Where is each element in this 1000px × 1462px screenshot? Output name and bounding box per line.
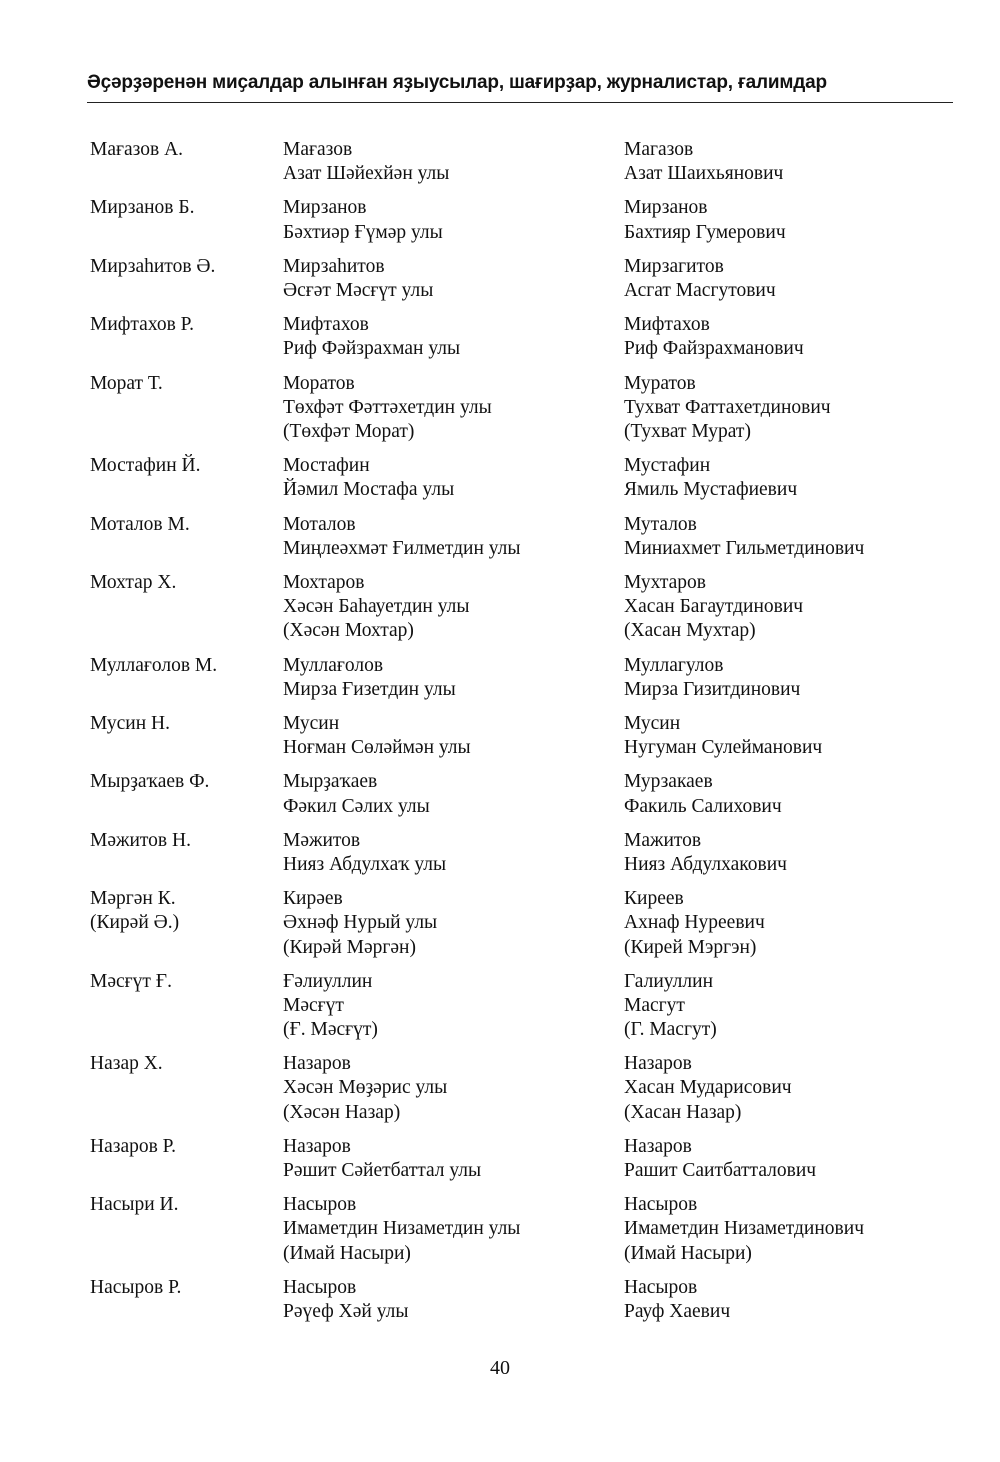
name-entry xyxy=(0,1276,1000,1324)
short-name: Мағазов А. xyxy=(90,139,184,160)
short-name: Мостафин Й. xyxy=(90,455,201,477)
bashkir-full-name: (Хәсән Назар) xyxy=(283,1101,401,1123)
short-name-column xyxy=(90,654,217,678)
bashkir-full-name-column xyxy=(283,1193,520,1266)
short-name-column xyxy=(90,1193,179,1217)
russian-full-name-column xyxy=(624,454,797,502)
name-entry xyxy=(0,1193,1000,1266)
russian-full-name-column xyxy=(624,138,783,186)
short-name: Насыров Р. xyxy=(90,1276,182,1298)
bashkir-full-name: Мырҙаҡаев xyxy=(283,771,378,793)
bashkir-full-name-column xyxy=(283,138,449,186)
bashkir-full-name-column xyxy=(283,654,456,702)
page-number: 40 xyxy=(490,1357,510,1379)
russian-full-name: Мусин xyxy=(624,712,681,734)
russian-full-name: Азат Шаихьянович xyxy=(624,163,784,185)
short-name: Мусин Н. xyxy=(90,712,170,734)
russian-full-name-column xyxy=(624,829,787,877)
bashkir-full-name: Мифтахов xyxy=(283,314,369,336)
name-entry xyxy=(0,196,1000,244)
bashkir-full-name-column xyxy=(283,1276,408,1324)
running-header: Әҫәрҙәренән миҫалдар алынған яҙыусылар, шағирҙар, журналистар, ғалимдар xyxy=(87,72,827,93)
bashkir-full-name-column xyxy=(283,513,521,561)
bashkir-full-name: Бәхтиәр Ғүмәр улы xyxy=(283,221,443,243)
header-rule xyxy=(87,102,953,103)
bashkir-full-name: Назаров xyxy=(283,1135,351,1157)
name-entry xyxy=(0,255,1000,303)
russian-full-name: Хасан Багаутдинович xyxy=(624,596,804,618)
russian-full-name: Ахнаф Нуреевич xyxy=(624,912,765,934)
short-name: Мирзаһитов Ә. xyxy=(90,255,216,277)
name-entry xyxy=(0,571,1000,644)
russian-full-name-column xyxy=(624,571,803,644)
russian-full-name: Насыров xyxy=(624,1194,698,1216)
russian-full-name: Муратов xyxy=(624,372,696,394)
russian-full-name: (Хасан Мухтар) xyxy=(624,620,756,642)
name-entry xyxy=(0,454,1000,502)
russian-full-name-column xyxy=(624,1193,864,1266)
name-entry xyxy=(0,770,1000,818)
russian-full-name-column xyxy=(624,712,822,760)
bashkir-full-name-column xyxy=(283,970,378,1043)
short-name: Мифтахов Р. xyxy=(90,314,194,336)
name-entry xyxy=(0,1135,1000,1183)
russian-full-name: (Хасан Назар) xyxy=(624,1101,742,1123)
bashkir-full-name: Моталов xyxy=(283,513,356,535)
short-name-column xyxy=(90,770,209,794)
bashkir-full-name-column xyxy=(283,770,430,818)
russian-full-name: Бахтияр Гумерович xyxy=(624,221,786,243)
bashkir-full-name: Ноғман Сөләймән улы xyxy=(283,737,471,759)
bashkir-full-name: (Хәсән Мохтар) xyxy=(283,620,414,642)
bashkir-full-name: Мирзаһитов xyxy=(283,255,385,277)
name-entry xyxy=(0,513,1000,561)
bashkir-full-name: Фәкил Сәлих улы xyxy=(283,795,430,817)
russian-full-name: Мифтахов xyxy=(624,314,710,336)
name-entry xyxy=(0,1052,1000,1125)
bashkir-full-name: Азат Шәйехйән улы xyxy=(283,163,450,185)
bashkir-full-name: Мусин xyxy=(283,712,340,734)
name-entry xyxy=(0,712,1000,760)
russian-full-name: Муллагулов xyxy=(624,654,724,676)
russian-full-name-column xyxy=(624,313,804,361)
bashkir-full-name-column xyxy=(283,255,433,303)
short-name: Назаров Р. xyxy=(90,1135,176,1157)
short-name: Мәсғүт Ғ. xyxy=(90,970,172,992)
bashkir-full-name: Нияз Абдулхаҡ улы xyxy=(283,853,447,875)
russian-full-name: Мирза Гизитдинович xyxy=(624,678,801,700)
short-name-column xyxy=(90,454,201,478)
bashkir-full-name: Имаметдин Низаметдин улы xyxy=(283,1218,521,1240)
russian-full-name-column xyxy=(624,1135,816,1183)
russian-full-name-column xyxy=(624,372,831,445)
russian-full-name-column xyxy=(624,770,782,818)
bashkir-full-name-column xyxy=(283,887,437,960)
bashkir-full-name: Мағазов xyxy=(283,139,353,160)
russian-full-name: Мухтаров xyxy=(624,571,706,593)
russian-full-name: Назаров xyxy=(624,1053,692,1075)
russian-full-name-column xyxy=(624,1276,730,1324)
bashkir-full-name: Кирәев xyxy=(283,888,343,910)
bashkir-full-name-column xyxy=(283,313,460,361)
short-name: Мохтар Х. xyxy=(90,571,177,593)
russian-full-name: Мажитов xyxy=(624,829,702,851)
russian-full-name: Хасан Мударисович xyxy=(624,1077,792,1099)
russian-full-name: Мирзанов xyxy=(624,197,708,219)
bashkir-full-name: Насыров xyxy=(283,1194,357,1216)
bashkir-full-name-column xyxy=(283,1052,447,1125)
bashkir-full-name: Йәмил Мостафа улы xyxy=(283,479,455,501)
russian-full-name: (Тухват Мурат) xyxy=(624,420,751,442)
short-name-column xyxy=(90,829,191,853)
bashkir-full-name: Ғәлиуллин xyxy=(283,970,373,992)
bashkir-full-name-column xyxy=(283,372,492,445)
short-name-column xyxy=(90,571,176,595)
bashkir-full-name: (Ғ. Мәсғүт) xyxy=(283,1019,378,1041)
short-name-column xyxy=(90,372,163,396)
short-name-column xyxy=(90,712,170,736)
russian-full-name: Назаров xyxy=(624,1135,692,1157)
name-entry xyxy=(0,829,1000,877)
name-entry xyxy=(0,372,1000,445)
short-name-column xyxy=(90,1276,181,1300)
bashkir-full-name: Мостафин xyxy=(283,455,370,477)
russian-full-name: Насыров xyxy=(624,1276,698,1298)
bashkir-full-name: Мирзанов xyxy=(283,197,367,219)
bashkir-full-name: Муллағолов xyxy=(283,654,384,676)
short-name-column xyxy=(90,196,194,220)
short-name-column xyxy=(90,970,172,994)
bashkir-full-name-column xyxy=(283,1135,481,1183)
short-name: Морат Т. xyxy=(90,372,163,394)
russian-full-name-column xyxy=(624,654,800,702)
bashkir-full-name-column xyxy=(283,829,446,877)
short-name: Мәжитов Н. xyxy=(90,829,191,851)
short-name: Муллағолов М. xyxy=(90,654,218,676)
short-name-column xyxy=(90,887,179,935)
bashkir-full-name: Моратов xyxy=(283,372,355,394)
short-name-column xyxy=(90,1135,176,1159)
bashkir-full-name: Насыров xyxy=(283,1276,357,1298)
russian-full-name: Нияз Абдулхакович xyxy=(624,853,787,875)
bashkir-full-name: Мәжитов xyxy=(283,829,361,851)
russian-full-name: Муталов xyxy=(624,513,697,535)
russian-full-name: (Кирей Мэргэн) xyxy=(624,936,757,958)
bashkir-full-name: Төхфәт Фәттәхетдин улы xyxy=(283,396,492,418)
short-name-column xyxy=(90,138,183,162)
russian-full-name-column xyxy=(624,1052,792,1125)
bashkir-full-name: Мәсғүт xyxy=(283,994,344,1016)
bashkir-full-name: Риф Фәйзрахман улы xyxy=(283,338,461,360)
russian-full-name: Нугуман Сулейманович xyxy=(624,737,823,759)
short-name: Мирзанов Б. xyxy=(90,197,195,219)
russian-full-name: (Г. Масгут) xyxy=(624,1019,717,1041)
russian-full-name: Асгат Масгутович xyxy=(624,279,776,301)
russian-full-name: Мурзакаев xyxy=(624,771,713,793)
name-entry xyxy=(0,313,1000,361)
russian-full-name: Факиль Салихович xyxy=(624,795,782,817)
bashkir-full-name: (Кирәй Мәргән) xyxy=(283,936,416,958)
russian-full-name: Мустафин xyxy=(624,455,711,477)
short-name: Мырҙаҡаев Ф. xyxy=(90,771,210,793)
russian-full-name-column xyxy=(624,970,717,1043)
bashkir-full-name: Рәүеф Хәй улы xyxy=(283,1301,409,1323)
name-entry xyxy=(0,654,1000,702)
russian-full-name: Тухват Фаттахетдинович xyxy=(624,396,831,418)
russian-full-name: Риф Файзрахманович xyxy=(624,338,804,360)
short-name-column xyxy=(90,255,215,279)
short-name-column xyxy=(90,513,190,537)
short-name-column xyxy=(90,313,194,337)
russian-full-name: Киреев xyxy=(624,888,684,910)
russian-full-name-column xyxy=(624,196,786,244)
bashkir-full-name: (Имай Насыри) xyxy=(283,1242,411,1264)
russian-full-name-column xyxy=(624,255,776,303)
bashkir-full-name: Рәшит Сәйетбаттал улы xyxy=(283,1160,482,1182)
short-name: Назар Х. xyxy=(90,1053,163,1075)
bashkir-full-name: Хәсән Баһауетдин улы xyxy=(283,596,470,618)
bashkir-full-name-column xyxy=(283,454,454,502)
russian-full-name-column xyxy=(624,887,765,960)
russian-full-name: Ямиль Мустафиевич xyxy=(624,479,798,501)
bashkir-full-name: Назаров xyxy=(283,1053,351,1075)
russian-full-name: Имаметдин Низаметдинович xyxy=(624,1218,864,1240)
bashkir-full-name-column xyxy=(283,712,471,760)
russian-full-name: (Имай Насыри) xyxy=(624,1242,752,1264)
russian-full-name: Галиуллин xyxy=(624,970,714,992)
name-entry xyxy=(0,138,1000,186)
bashkir-full-name: Әхнәф Нурый улы xyxy=(283,912,438,934)
russian-full-name: Рауф Хаевич xyxy=(624,1301,731,1323)
name-entry xyxy=(0,970,1000,1043)
bashkir-full-name-column xyxy=(283,196,443,244)
russian-full-name: Миниахмет Гильметдинович xyxy=(624,537,865,559)
bashkir-full-name: Мохтаров xyxy=(283,571,365,593)
short-name: Насыри И. xyxy=(90,1194,179,1216)
russian-full-name: Рашит Саитбатталович xyxy=(624,1160,817,1182)
short-name: Мәргән К. xyxy=(90,888,176,910)
short-name-column xyxy=(90,1052,163,1076)
name-entry xyxy=(0,887,1000,960)
bashkir-full-name: Әсғәт Мәсғүт улы xyxy=(283,279,434,301)
russian-full-name-column xyxy=(624,513,864,561)
bashkir-full-name: Мирза Ғизетдин улы xyxy=(283,678,456,700)
bashkir-full-name: Хәсән Мөҙәрис улы xyxy=(283,1077,448,1099)
russian-full-name: Мирзагитов xyxy=(624,255,724,277)
short-name: (Кирәй Ә.) xyxy=(90,912,180,934)
short-name: Моталов М. xyxy=(90,513,190,535)
russian-full-name: Масгут xyxy=(624,994,685,1016)
russian-full-name: Магазов xyxy=(624,139,694,160)
bashkir-full-name: Миңлеәхмәт Ғилметдин улы xyxy=(283,537,521,559)
name-list xyxy=(0,138,1000,1334)
bashkir-full-name: (Төхфәт Морат) xyxy=(283,420,415,442)
bashkir-full-name-column xyxy=(283,571,469,644)
